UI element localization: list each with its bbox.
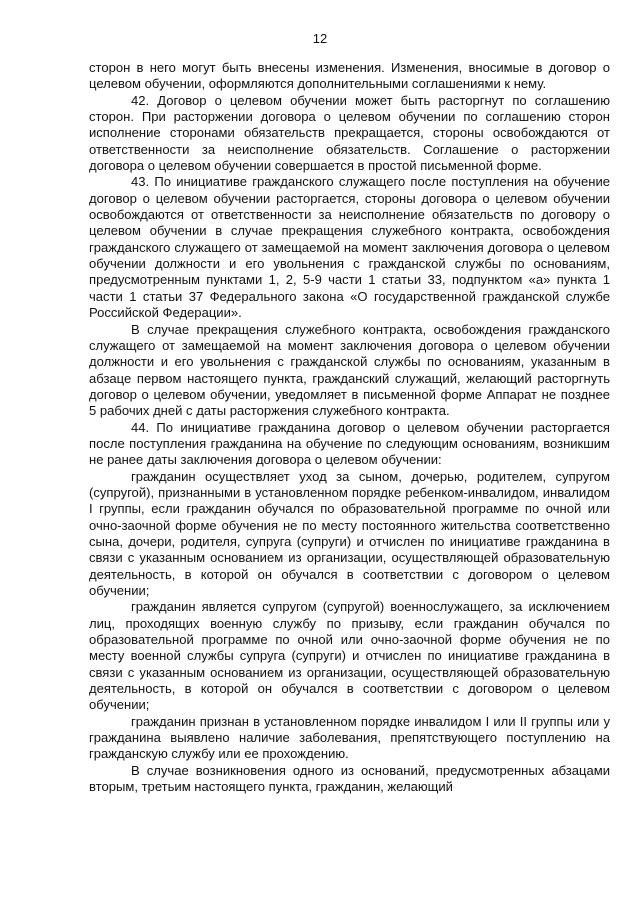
paragraph-43-second: В случае прекращения служебного контракта, освобождения гражданского служащего от замещаемой на момент заключения договора о целевом обучении должности и его увольнения с гражданской службы по основаниям, указанным в абзаце первом настоящего пункта, гражданский служащий, желающий расторгнуть договор о целевом обучении, уведомляет в письменной форме Аппарат не позднее 5 рабочих дней с даты расторжения служебного контракта.	[89, 321, 610, 419]
page-number: 12	[312, 31, 328, 46]
paragraph-44-basis-spouse: гражданин является супругом (супругой) военнослужащего, за исключением лиц, проходящих военную службу по призыву, если гражданин обучался по образовательной программе по очной или очно-заочной форме обучения не по месту военной службы супруга (супруги) и отчислен по инициативе гражданина в связи с указанным основанием из организации, осуществляющей образовательную деятельность, в которой он обучался в соответствии с договором о целевом обучении;	[89, 599, 610, 713]
paragraph-item-43: 43. По инициативе гражданского служащего после поступления на обучение договор о целевом обучении расторгается, стороны договора о целевом обучении освобождаются от ответственности за неисполнение обязательств по договору о целевом обучении в случае прекращения служебного контракта, освобождения гражданского служащего от замещаемой на момент заключения договора о целевом обучении должности и его увольнения с гражданской службы по основаниям, предусмотренным пунктами 1, 2, 5-9 части 1 статьи 33, подпунктом «а» пункта 1 части 1 статьи 37 Федерального закона «О государственной гражданской службе Российской Федерации».	[89, 174, 610, 321]
paragraph-44-final: В случае возникновения одного из оснований, предусмотренных абзацами вторым, третьим настоящего пункта, гражданин, желающий	[89, 762, 610, 795]
paragraph-44-basis-care: гражданин осуществляет уход за сыном, дочерью, родителем, супругом (супругой), признанными в установленном порядке ребенком-инвалидом, инвалидом I группы, если гражданин обучался по образовательной программе по очной или очно-заочной форме обучения не по месту постоянного жительства соответственно сына, дочери, родителя, супруга (супруги) и отчислен по инициативе гражданина в связи с указанным основанием из организации, осуществляющей образовательную деятельность, в которой он обучался в соответствии с договором о целевом обучении;	[89, 468, 610, 598]
document-body	[89, 60, 610, 795]
paragraph-item-42: 42. Договор о целевом обучении может быть расторгнут по соглашению сторон. При расторжении договора о целевом обучении по соглашению сторон исполнение сторонами обязательств прекращается, стороны освобождаются от ответственности за неисполнение обязательств. Соглашение о расторжении договора о целевом обучении совершается в простой письменной форме.	[89, 92, 610, 174]
paragraph-item-44: 44. По инициативе гражданина договор о целевом обучении расторгается после поступления гражданина на обучение по следующим основаниям, возникшим не ранее даты заключения договора о целевом обучении:	[89, 419, 610, 468]
paragraph-continuation: сторон в него могут быть внесены изменения. Изменения, вносимые в договор о целевом обучении, оформляются дополнительными соглашениями к нему.	[89, 60, 610, 92]
paragraph-44-basis-disability: гражданин признан в установленном порядке инвалидом I или II группы или у гражданина выявлено наличие заболевания, препятствующего поступлению на гражданскую службу или ее прохождению.	[89, 713, 610, 762]
